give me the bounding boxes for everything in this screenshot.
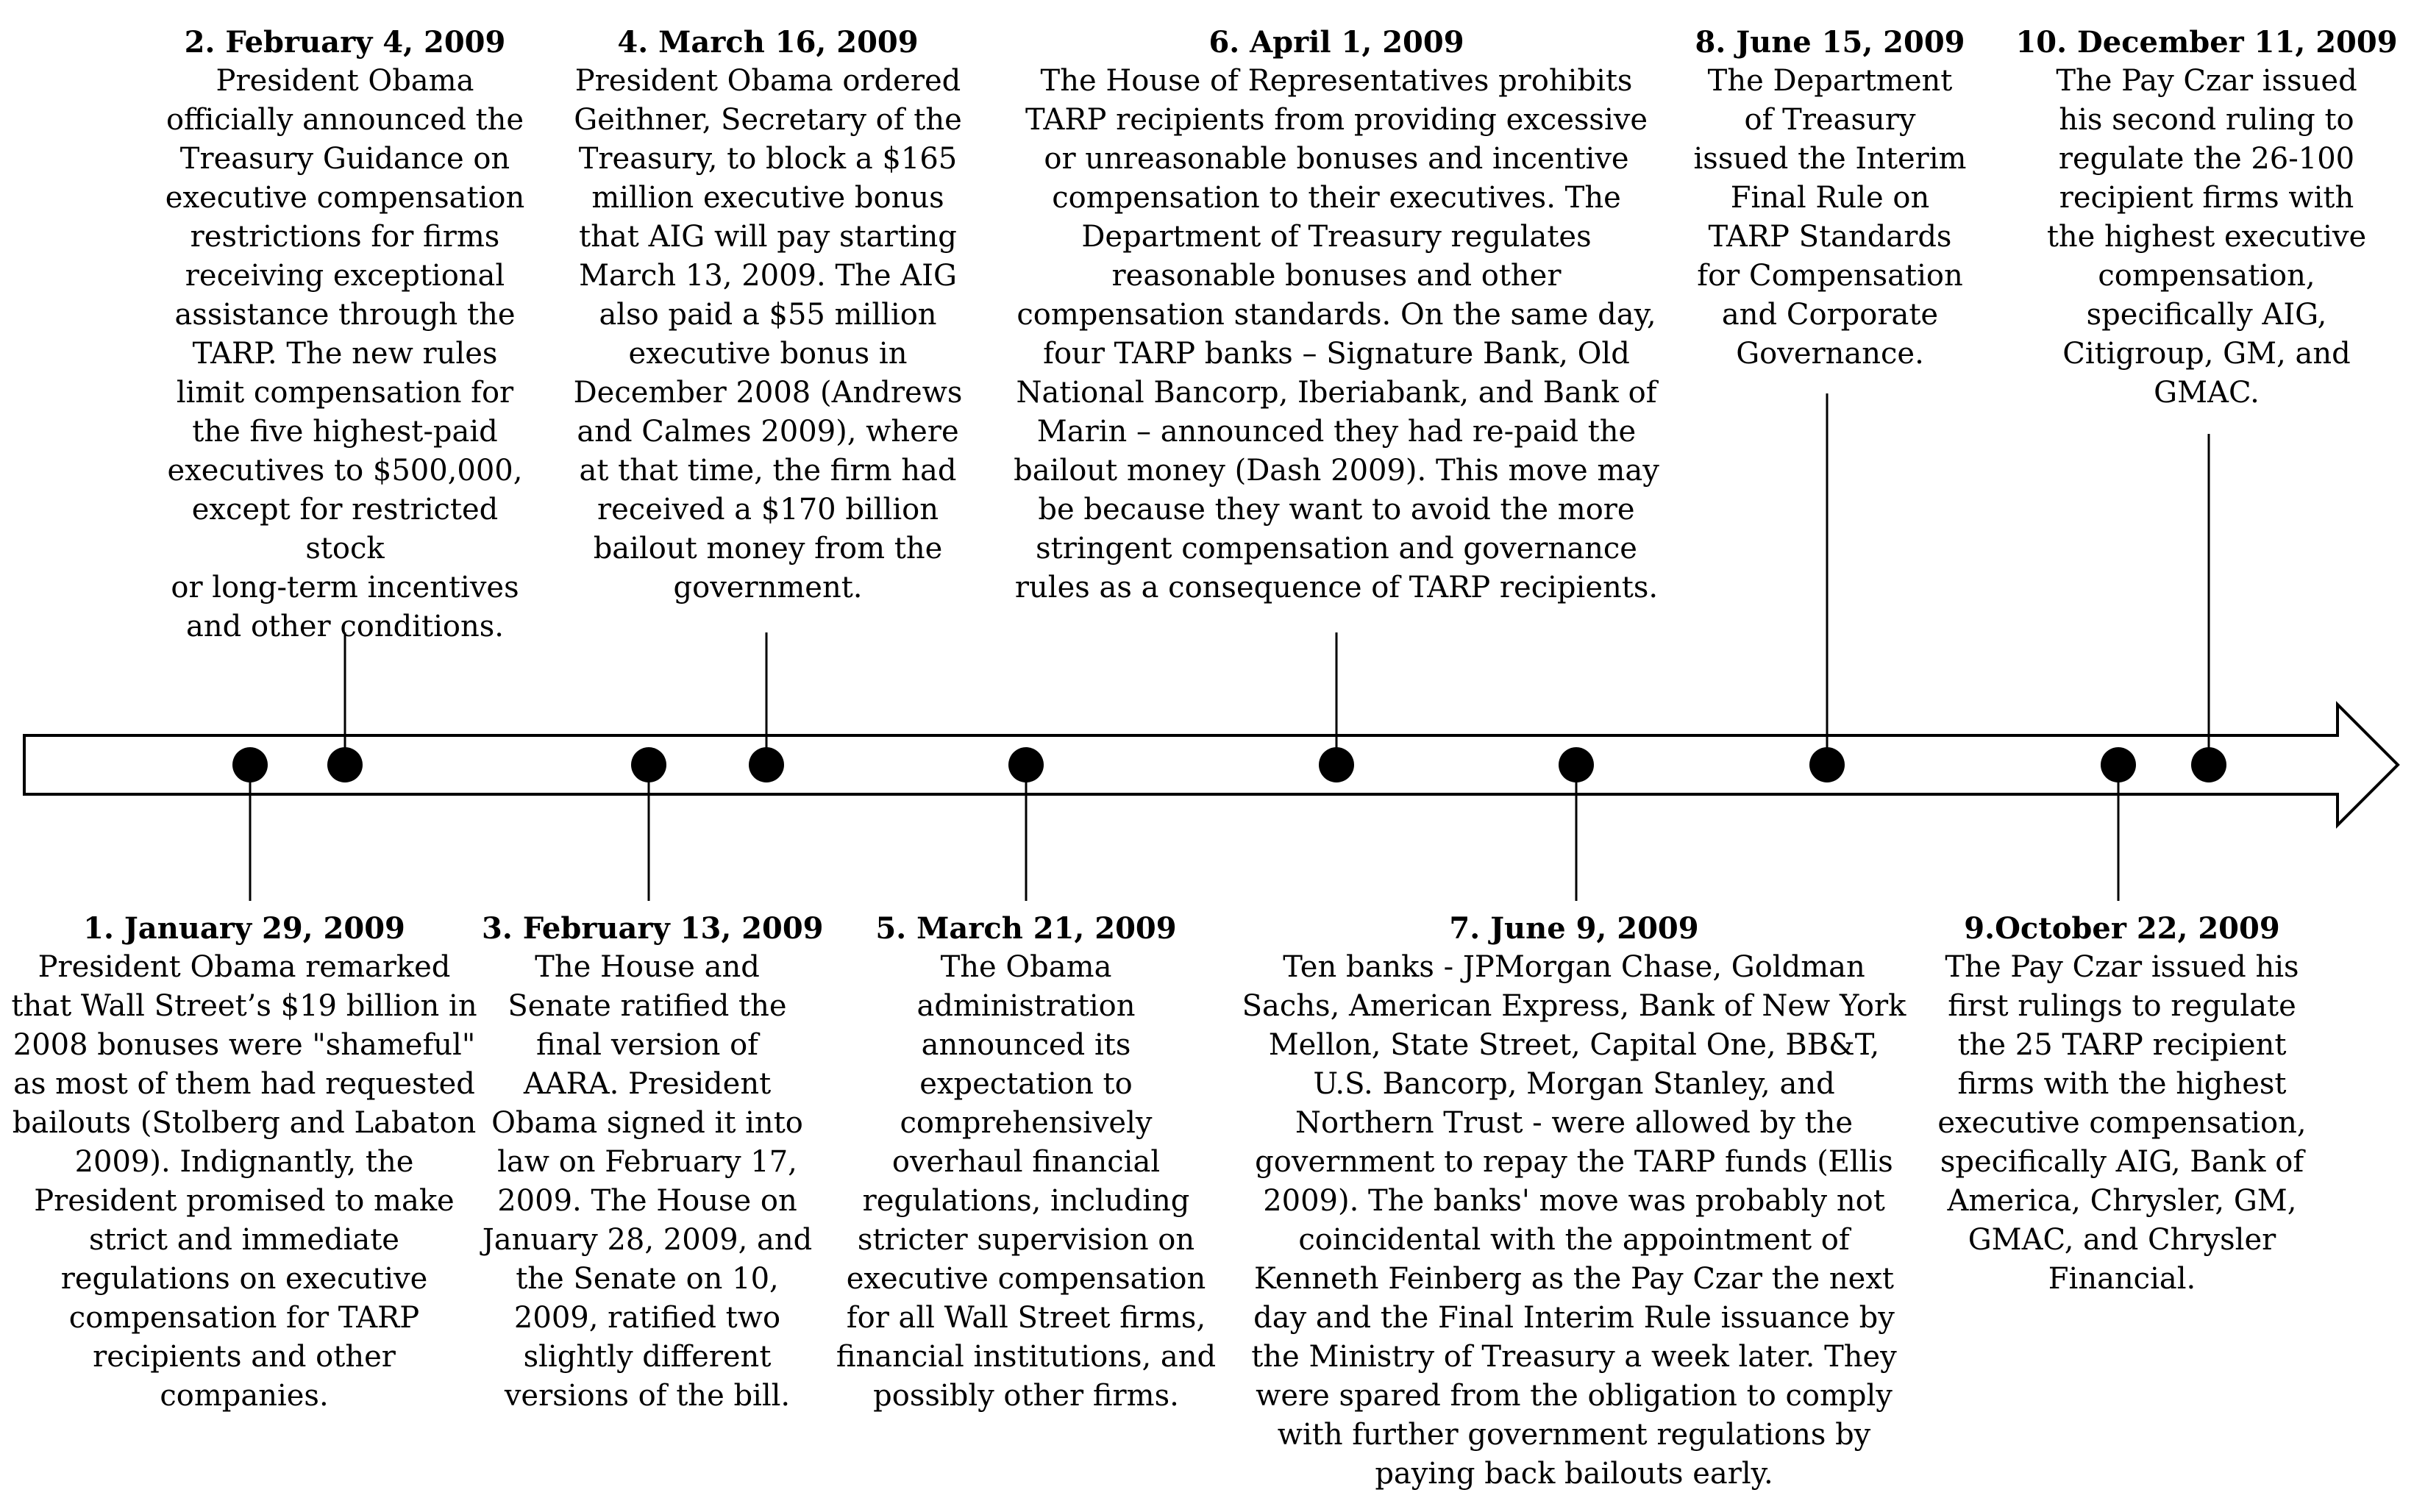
event-2-line-5: restrictions for firms xyxy=(190,220,500,254)
event-10 xyxy=(2012,23,2401,413)
marker-event-5 xyxy=(1008,747,1044,782)
event-6-line-3: or unreasonable bonuses and incentive xyxy=(1044,142,1629,176)
event-2 xyxy=(161,23,529,646)
event-5-line-1: The Obama xyxy=(940,950,1112,984)
event-4-line-4: million executive bonus xyxy=(591,181,944,215)
event-6 xyxy=(998,23,1675,607)
event-1-line-7: President promised to make xyxy=(34,1184,455,1218)
event-7-line-11: the Ministry of Treasury a week later. They xyxy=(1251,1340,1897,1374)
event-1 xyxy=(5,909,483,1416)
event-4-heading: 4. March 16, 2009 xyxy=(617,25,919,60)
event-7-line-5: Northern Trust - were allowed by the xyxy=(1295,1106,1853,1140)
event-9-line-2: first rulings to regulate xyxy=(1948,989,2296,1023)
event-3-line-1: The House and xyxy=(535,950,760,984)
event-7-line-10: day and the Final Interim Rule issuance by xyxy=(1253,1301,1895,1335)
event-5-heading: 5. March 21, 2009 xyxy=(875,911,1177,946)
event-9-heading: 9.October 22, 2009 xyxy=(1964,911,2280,946)
event-4-line-3: Treasury, to block a $165 xyxy=(578,142,958,176)
event-4-line-5: that AIG will pay starting xyxy=(579,220,957,254)
event-1-line-6: 2009). Indignantly, the xyxy=(74,1145,414,1179)
event-7-line-9: Kenneth Feinberg as the Pay Czar the next xyxy=(1254,1262,1894,1296)
event-7-line-13: with further government regulations by xyxy=(1277,1418,1871,1452)
event-4-line-10: and Calmes 2009), where xyxy=(577,415,959,449)
event-9-line-9: Financial. xyxy=(2048,1262,2196,1296)
event-6-line-9: National Bancorp, Iberiabank, and Bank of xyxy=(1016,376,1657,410)
event-6-line-6: reasonable bonuses and other xyxy=(1111,259,1562,293)
event-10-line-8: Citigroup, GM, and xyxy=(2062,337,2351,371)
event-8-line-5: TARP Standards xyxy=(1708,220,1952,254)
marker-event-9 xyxy=(2101,747,2136,782)
marker-event-2 xyxy=(327,747,363,782)
event-4-line-8: executive bonus in xyxy=(628,337,908,371)
event-2-line-14: and other conditions. xyxy=(186,610,504,643)
event-8-heading: 8. June 15, 2009 xyxy=(1695,25,1965,60)
event-4-line-12: received a $170 billion xyxy=(597,493,939,527)
event-1-line-3: 2008 bonuses were "shameful" xyxy=(13,1028,476,1062)
event-6-line-5: Department of Treasury regulates xyxy=(1081,220,1592,254)
event-5-line-11: financial institutions, and xyxy=(836,1340,1217,1374)
event-8-line-3: issued the Interim xyxy=(1693,142,1967,176)
event-4-line-13: bailout money from the xyxy=(593,532,943,566)
marker-event-1 xyxy=(232,747,268,782)
event-9-line-1: The Pay Czar issued his xyxy=(1945,950,2299,984)
marker-event-8 xyxy=(1809,747,1845,782)
event-2-line-6: receiving exceptional xyxy=(185,259,505,293)
event-5-line-5: comprehensively xyxy=(900,1106,1153,1140)
event-7-line-7: 2009). The banks' move was probably not xyxy=(1263,1184,1885,1218)
event-1-line-11: recipients and other xyxy=(93,1340,396,1374)
event-3-line-11: slightly different xyxy=(523,1340,772,1374)
event-7-line-4: U.S. Bancorp, Morgan Stanley, and xyxy=(1313,1067,1835,1101)
event-7-line-1: Ten banks - JPMorgan Chase, Goldman xyxy=(1283,950,1865,984)
event-5-line-12: possibly other firms. xyxy=(873,1379,1179,1413)
event-8-line-1: The Department xyxy=(1707,64,1953,98)
event-2-line-12: except for restricted stock xyxy=(191,493,499,566)
event-10-line-2: his second ruling to xyxy=(2059,103,2354,137)
event-2-line-9: limit compensation for xyxy=(176,376,514,410)
event-3-line-5: Obama signed it into xyxy=(491,1106,803,1140)
event-9-line-6: specifically AIG, Bank of xyxy=(1940,1145,2304,1179)
event-9-line-7: America, Chrysler, GM, xyxy=(1947,1184,2297,1218)
event-5-line-6: overhaul financial xyxy=(891,1145,1161,1179)
event-4-line-14: government. xyxy=(673,571,863,605)
event-9-line-4: firms with the highest xyxy=(1957,1067,2287,1101)
event-5-line-2: administration xyxy=(916,989,1136,1023)
event-1-line-5: bailouts (Stolberg and Labaton xyxy=(12,1106,477,1140)
event-9-line-5: executive compensation, xyxy=(1937,1106,2307,1140)
event-3 xyxy=(482,909,824,1416)
event-3-line-12: versions of the bill. xyxy=(504,1379,791,1413)
event-5-line-4: expectation to xyxy=(919,1067,1133,1101)
event-10-line-4: recipient firms with xyxy=(2059,181,2354,215)
event-2-line-13: or long-term incentives xyxy=(171,571,519,605)
event-10-line-7: specifically AIG, xyxy=(2086,298,2327,332)
event-6-line-8: four TARP banks – Signature Bank, Old xyxy=(1043,337,1630,371)
event-4-line-1: President Obama ordered xyxy=(574,64,961,98)
event-6-line-7: compensation standards. On the same day, xyxy=(1016,298,1656,332)
event-1-line-10: compensation for TARP xyxy=(68,1301,420,1335)
event-3-line-8: January 28, 2009, and xyxy=(482,1223,813,1257)
marker-event-3 xyxy=(631,747,666,782)
event-7-line-14: paying back bailouts early. xyxy=(1375,1457,1773,1491)
event-5-line-10: for all Wall Street firms, xyxy=(846,1301,1206,1335)
event-2-line-11: executives to $500,000, xyxy=(167,454,523,488)
event-7-heading: 7. June 9, 2009 xyxy=(1449,911,1699,946)
event-6-line-10: Marin – announced they had re-paid the xyxy=(1036,415,1637,449)
event-5 xyxy=(827,909,1225,1416)
event-10-heading: 10. December 11, 2009 xyxy=(2015,25,2398,60)
event-2-line-7: assistance through the xyxy=(174,298,516,332)
event-7-line-8: coincidental with the appointment of xyxy=(1298,1223,1850,1257)
event-8-line-7: and Corporate xyxy=(1721,298,1939,332)
event-2-heading: 2. February 4, 2009 xyxy=(184,25,506,60)
event-6-line-4: compensation to their executives. The xyxy=(1052,181,1621,215)
event-6-line-13: stringent compensation and governance xyxy=(1036,532,1637,566)
event-6-line-14: rules as a consequence of TARP recipients. xyxy=(1014,571,1659,605)
event-9 xyxy=(1927,909,2317,1299)
event-3-line-3: final version of xyxy=(536,1028,758,1062)
event-2-line-10: the five highest-paid xyxy=(192,415,498,449)
timeline-arrow xyxy=(24,705,2398,825)
event-10-line-3: regulate the 26-100 xyxy=(2058,142,2355,176)
event-1-line-4: as most of them had requested xyxy=(13,1067,475,1101)
event-6-line-2: TARP recipients from providing excessive xyxy=(1025,103,1648,137)
event-3-line-2: Senate ratified the xyxy=(508,989,787,1023)
event-7-line-3: Mellon, State Street, Capital One, BB&T, xyxy=(1268,1028,1880,1062)
event-8-line-4: Final Rule on xyxy=(1730,181,1930,215)
event-10-line-6: compensation, xyxy=(2098,259,2315,293)
event-3-line-6: law on February 17, xyxy=(497,1145,797,1179)
event-4-line-2: Geithner, Secretary of the xyxy=(574,103,962,137)
marker-event-6 xyxy=(1319,747,1354,782)
event-1-line-8: strict and immediate xyxy=(89,1223,399,1257)
event-4-line-7: also paid a $55 million xyxy=(599,298,937,332)
event-3-heading: 3. February 13, 2009 xyxy=(482,911,824,946)
event-4-line-9: December 2008 (Andrews xyxy=(573,376,963,410)
event-8-line-2: of Treasury xyxy=(1744,103,1916,137)
event-2-line-2: officially announced the xyxy=(165,103,524,137)
event-9-line-8: GMAC, and Chrysler xyxy=(1968,1223,2276,1257)
event-4 xyxy=(569,23,966,607)
event-3-line-9: the Senate on 10, xyxy=(516,1262,779,1296)
event-10-line-5: the highest executive xyxy=(2046,220,2367,254)
event-7-line-6: government to repay the TARP funds (Ellis xyxy=(1255,1145,1893,1179)
event-10-line-1: The Pay Czar issued xyxy=(2056,64,2357,98)
event-7 xyxy=(1239,909,1909,1494)
event-3-line-10: 2009, ratified two xyxy=(513,1301,781,1335)
event-6-line-11: bailout money (Dash 2009). This move may xyxy=(1014,454,1659,488)
marker-event-7 xyxy=(1559,747,1594,782)
event-1-line-1: President Obama remarked xyxy=(38,950,451,984)
event-5-line-9: executive compensation xyxy=(846,1262,1206,1296)
event-6-line-1: The House of Representatives prohibits xyxy=(1040,64,1633,98)
event-2-line-8: TARP. The new rules xyxy=(192,337,498,371)
event-6-line-12: be because they want to avoid the more xyxy=(1038,493,1635,527)
event-2-line-3: Treasury Guidance on xyxy=(179,142,510,176)
event-8 xyxy=(1683,23,1977,374)
event-10-line-9: GMAC. xyxy=(2154,376,2260,410)
event-1-heading: 1. January 29, 2009 xyxy=(83,911,405,946)
event-6-heading: 6. April 1, 2009 xyxy=(1208,25,1464,60)
event-4-line-6: March 13, 2009. The AIG xyxy=(579,259,957,293)
marker-event-4 xyxy=(749,747,784,782)
event-1-line-9: regulations on executive xyxy=(60,1262,428,1296)
event-3-line-4: AARA. President xyxy=(523,1067,772,1101)
event-1-line-2: that Wall Street’s $19 billion in xyxy=(11,989,477,1023)
event-2-line-1: President Obama xyxy=(216,64,474,98)
event-5-line-8: stricter supervision on xyxy=(857,1223,1195,1257)
event-8-line-8: Governance. xyxy=(1736,337,1924,371)
event-7-line-2: Sachs, American Express, Bank of New York xyxy=(1242,989,1906,1023)
event-7-line-12: were spared from the obligation to comply xyxy=(1256,1379,1893,1413)
event-5-line-7: regulations, including xyxy=(862,1184,1190,1218)
event-8-line-6: for Compensation xyxy=(1697,259,1963,293)
event-3-line-7: 2009. The House on xyxy=(497,1184,797,1218)
event-2-line-4: executive compensation xyxy=(165,181,525,215)
marker-event-10 xyxy=(2191,747,2226,782)
event-9-line-3: the 25 TARP recipient xyxy=(1957,1028,2287,1062)
event-5-line-3: announced its xyxy=(921,1028,1131,1062)
event-4-line-11: at that time, the firm had xyxy=(579,454,957,488)
event-1-line-12: companies. xyxy=(160,1379,329,1413)
